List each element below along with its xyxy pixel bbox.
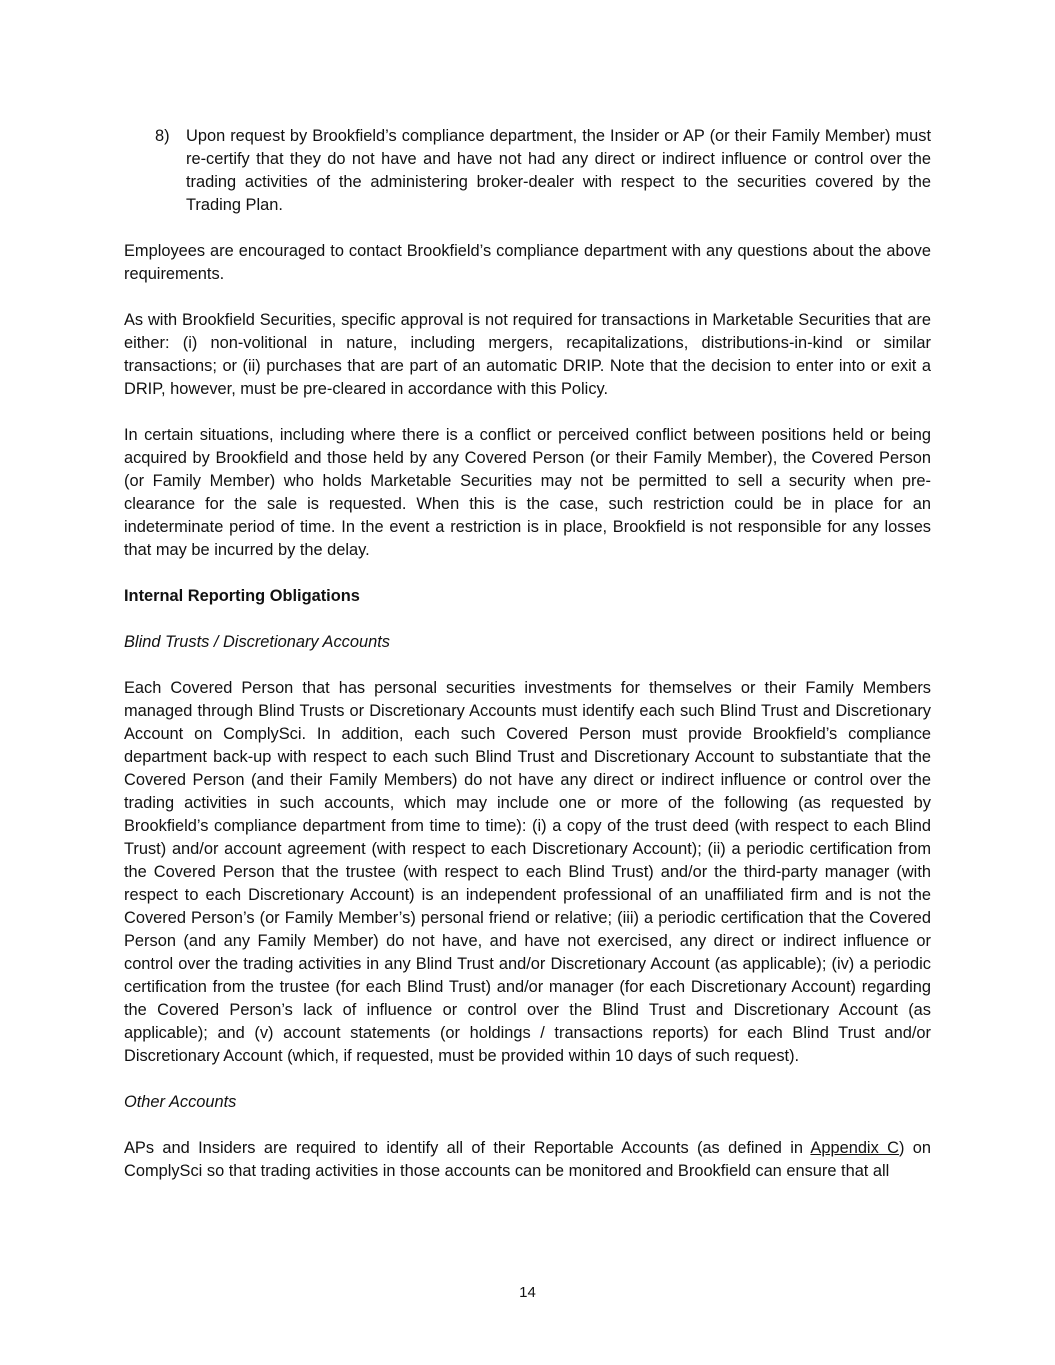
paragraph-contact: Employees are encouraged to contact Brookfield’s compliance department with any questions about the above requirements. bbox=[124, 242, 931, 283]
paragraph-conflict: In certain situations, including where there is a conflict or perceived conflict between positions held or being acquired by Brookfield and those held by any Covered Person (or their Family Member), the Covered Person (or Family Member) who holds Marketable Securities may not be permitted to sell a security when pre-clearance for the sale is requested. When this is the case, such restriction could be in place for an indeterminate period of time. In the event a restriction is in place, Brookfield is not responsible for any losses that may be incurred by the delay. bbox=[124, 426, 931, 559]
appendix-c-link[interactable]: Appendix C bbox=[810, 1139, 899, 1157]
subheading-blind-trusts: Blind Trusts / Discretionary Accounts bbox=[124, 633, 390, 651]
list-item-8 bbox=[124, 125, 931, 217]
paragraph-other-accounts bbox=[124, 1137, 931, 1183]
list-item-text: Upon request by Brookfield’s compliance department, the Insider or AP (or their Family Member) must re-certify that they do not have and have not had any direct or indirect influence or control over the trading activities of the administering broker-dealer with respect to the securities covered by the Trading Plan. bbox=[186, 127, 931, 214]
paragraph-marketable-securities: As with Brookfield Securities, specific approval is not required for transactions in Marketable Securities that are either: (i) non-volitional in nature, including mergers, recapitalizations, distributions-in-kind or similar transactions; or (ii) purchases that are part of an automatic DRIP. Note that the decision to enter into or exit a DRIP, however, must be pre-cleared in accordance with this Policy. bbox=[124, 311, 931, 398]
paragraph-other-text-end: ) on ComplySci so that trading activities in those accounts can be monitored and Brookfield can ensure that all bbox=[124, 1139, 931, 1180]
section-heading-internal-reporting: Internal Reporting Obligations bbox=[124, 587, 360, 605]
page-number: 14 bbox=[519, 1284, 536, 1301]
subheading-other-accounts: Other Accounts bbox=[124, 1093, 237, 1111]
list-item-number: 8) bbox=[155, 127, 170, 145]
paragraph-blind-trusts: Each Covered Person that has personal securities investments for themselves or their Family Members managed through Blind Trusts or Discretionary Accounts must identify each such Blind Trust and Discretionary Account on ComplySci. In addition, each such Covered Person must provide Brookfield’s compliance department back-up with respect to each such Blind Trust and Discretionary Account to substantiate that the Covered Person (and their Family Members) do not have any direct or indirect influence or control over the trading activities in such accounts, which may include one or more of the following (as requested by Brookfield’s compliance department from time to time): (i) a copy of the trust deed (with respect to each Blind Trust) and/or account agreement (with respect to each Discretionary Account); (ii) a periodic certification from the Covered Person that the trustee (with respect to each Blind Trust) and/or the third-party manager (with respect to each Discretionary Account) is an independent professional of an unaffiliated firm and is not the Covered Person’s (or Family Member’s) personal friend or relative; (iii) a periodic certification that the Covered Person (and any Family Member) do not have, and have not exercised, any direct or indirect influence or control over the trading activities in any Blind Trust and/or Discretionary Account (as applicable); (iv) a periodic certification from the trustee (for each Blind Trust) and/or manager (for each Discretionary Account) regarding the Covered Person’s lack of influence or control over the Blind Trust and Discretionary Account (as applicable); and (v) account statements (or holdings / transactions reports) for each Blind Trust and/or Discretionary Account (which, if requested, must be provided within 10 days of such request). bbox=[124, 679, 931, 1065]
paragraph-other-text-start: APs and Insiders are required to identify all of their Reportable Accounts (as defined in bbox=[124, 1139, 811, 1157]
document-page bbox=[124, 125, 931, 1206]
